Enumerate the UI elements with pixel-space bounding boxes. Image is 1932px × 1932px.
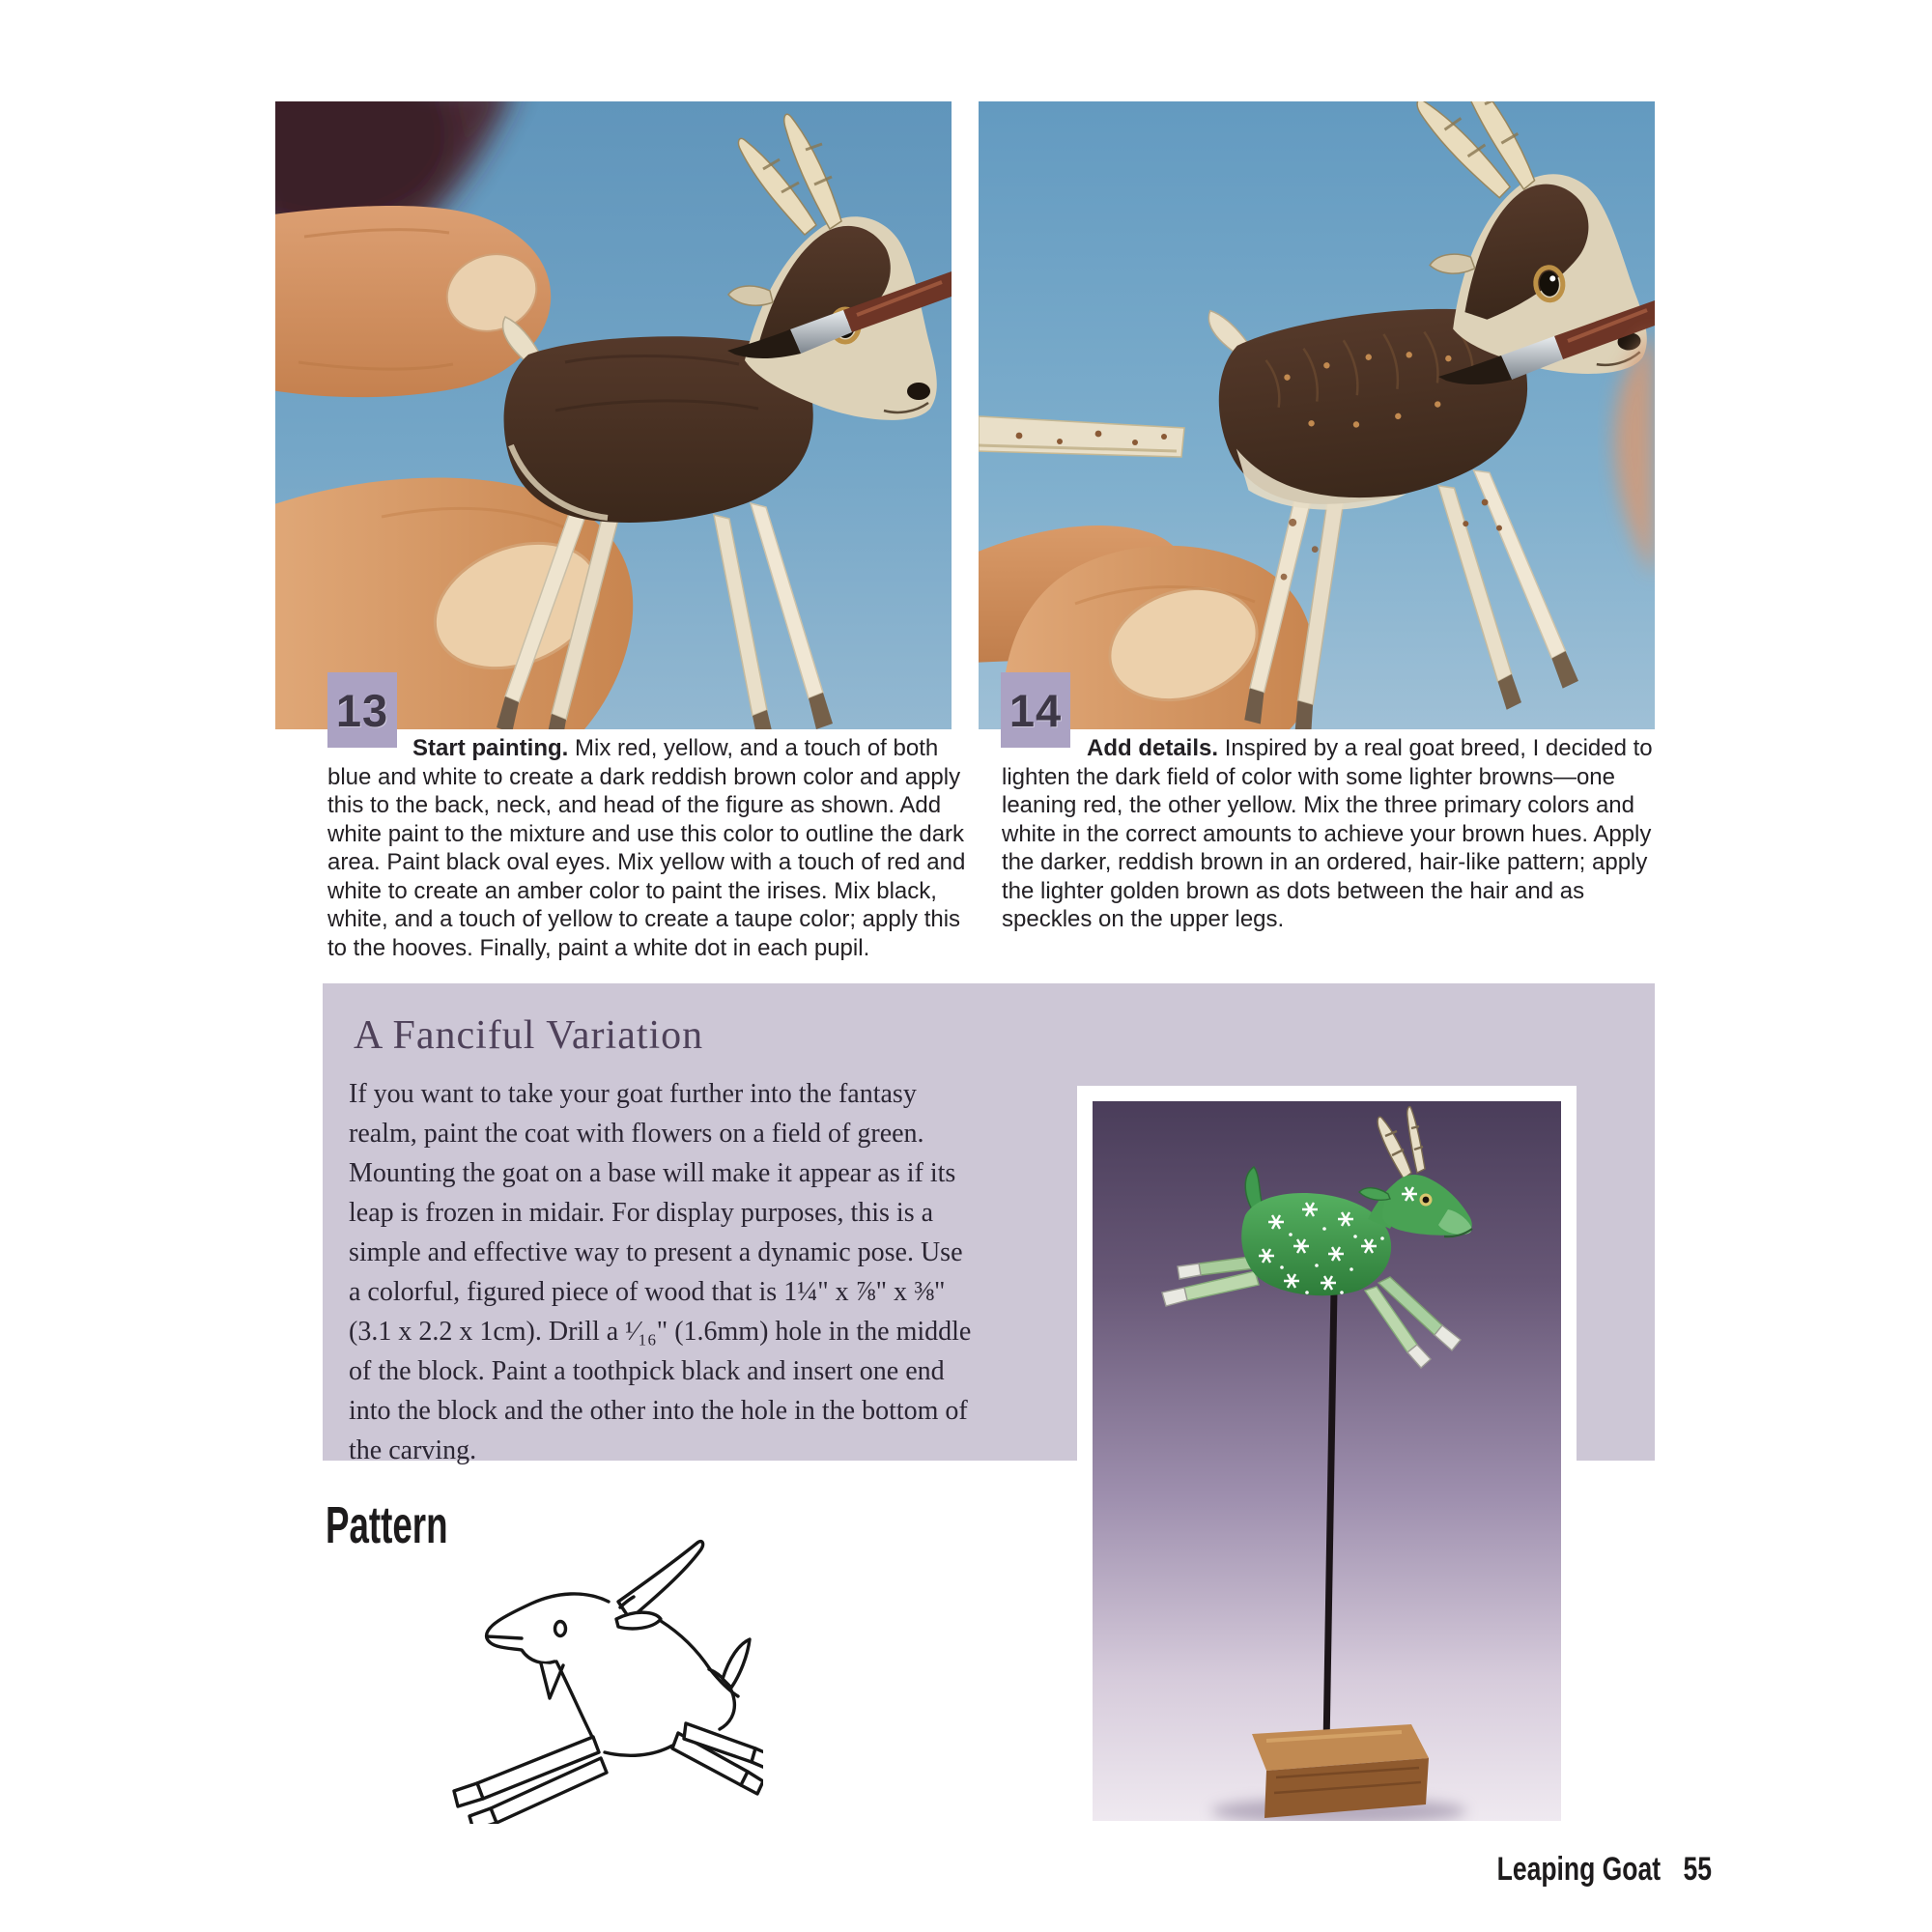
page-footer — [1416, 1851, 1712, 1889]
caption-14-lead: Add details. — [1087, 735, 1219, 761]
photo-step-14 — [979, 101, 1655, 729]
goat-pattern-art — [415, 1534, 763, 1824]
photo-step-13-art — [275, 101, 952, 729]
pattern-hind-hoof-2 — [752, 1748, 763, 1768]
fantasy-goat-art — [1093, 1101, 1561, 1821]
pattern-head — [487, 1594, 609, 1663]
pattern-front-hoof-2 — [469, 1808, 497, 1824]
photo-step-13 — [275, 101, 952, 729]
caption-step-13 — [327, 734, 973, 962]
footer-chapter-title: Leaping Goat — [1496, 1851, 1662, 1888]
caption-14-text: Inspired by a real goat breed, I decided to lighten the dark field of color with some lighter browns—one leaning red, the other yellow. Mix the three primary colors and white in the correct amounts to achieve your brown hues. Apply the darker, reddish brown in an ordered, hair-like pattern; apply the lighter golden brown as dots between the hair and as speckles on the upper legs. — [1002, 735, 1653, 932]
goat-eye — [1420, 1194, 1433, 1207]
goat-nose — [907, 383, 930, 400]
pattern-eye — [555, 1622, 566, 1636]
step-number-13-label: 13 — [335, 684, 389, 736]
photo-step-14-art — [979, 101, 1655, 729]
pattern-front-hoof-1 — [454, 1783, 483, 1806]
pattern-mouth — [487, 1636, 522, 1638]
pattern-hind-hoof-1 — [741, 1772, 763, 1794]
pattern-chest — [556, 1662, 593, 1739]
variation-body: If you want to take your goat further into the fantasy realm, paint the coat with flowers on a field of green. Mounting the goat on a base will make it appear as if its leap is frozen in midair. For display purposes, this is a simple and effective way to present a dynamic pose. Use a colorful, figured piece of wood that is 1¼" x ⅞" x ⅜" (3.1 x 2.2 x 1cm). Drill a ¹⁄₁₆" (1.6mm) hole in the middle of the block. Paint a toothpick black and insert one end into the block and the other into the hole in the bottom of the carving. — [349, 1079, 972, 1465]
fantasy-goat-photo — [1077, 1086, 1577, 1841]
pattern-drawing — [415, 1534, 763, 1829]
caption-step-14 — [1002, 734, 1659, 934]
wood-base — [1252, 1724, 1429, 1818]
pattern-tail — [723, 1639, 750, 1688]
step-number-14-label: 14 — [1009, 684, 1063, 736]
pattern-horn — [618, 1542, 703, 1619]
variation-heading: A Fanciful Variation — [354, 1013, 704, 1058]
pattern-heading: Pattern — [326, 1496, 448, 1554]
caption-13-text: Mix red, yellow, and a touch of both blue and white to create a dark reddish brown color and apply this to the back, neck, and head of the figure as shown. Add white paint to the mixture and use this color to outline the dark area. Paint black oval eyes. Mix yellow with a touch of red and white to create an amber color to paint the irises. Mix black, white, and a touch of yellow to create a taupe color; apply this to the hooves. Finally, paint a white dot in each pupil. — [327, 735, 966, 961]
footer-page-number: 55 — [1683, 1851, 1712, 1888]
pattern-ear — [616, 1612, 661, 1629]
caption-13-lead: Start painting. — [412, 735, 569, 761]
pattern-belly — [605, 1746, 672, 1755]
